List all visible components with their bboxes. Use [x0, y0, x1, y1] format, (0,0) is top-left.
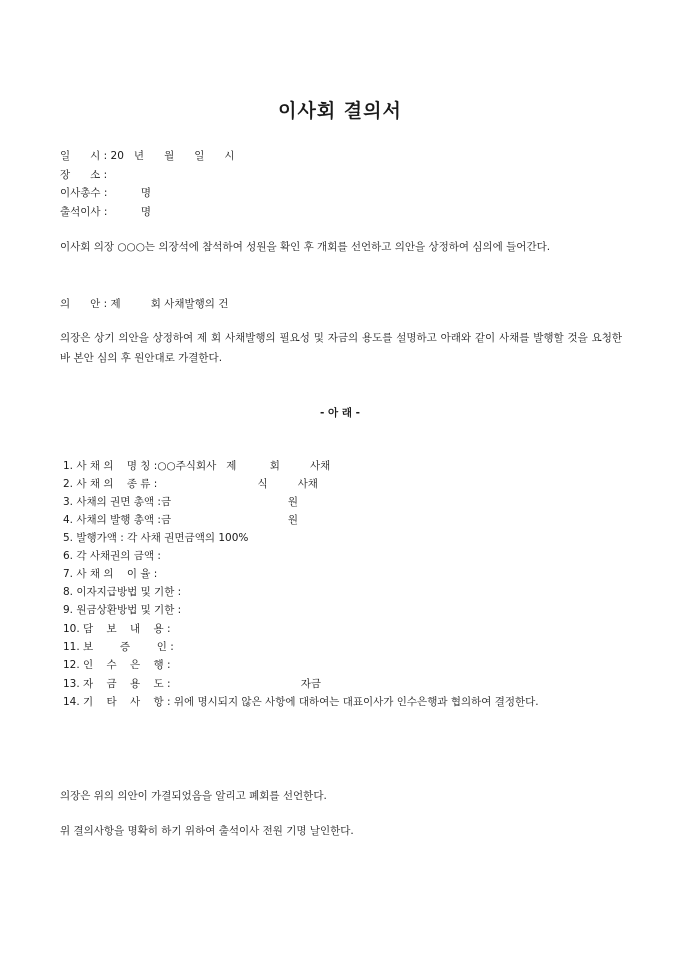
item-label: 담 보 내 용 : [83, 623, 171, 635]
item-number: 4. [63, 514, 74, 526]
item-number: 1. [63, 460, 74, 472]
item-label: 인 수 은 행 : [83, 659, 171, 671]
list-item [63, 585, 181, 599]
list-item [63, 567, 157, 581]
meeting-date: 일 시 : 20 년 월 일 시 [60, 150, 235, 162]
item-number: 10. [63, 623, 80, 635]
item-label: 발행가액 : [76, 532, 124, 544]
item-number: 12. [63, 659, 80, 671]
item-label: 사채의 권면 총액 : [76, 496, 161, 508]
item-value: 금 원 [160, 496, 299, 508]
chair-paragraph: 의장은 상기 의안을 상정하여 제 회 사채발행의 필요성 및 자금의 용도를 설명하고 아래와 같이 사채를 발행할 것을 요청한 바 본안 심의 후 원안대로 가결한다. [60, 332, 622, 364]
list-item [63, 477, 318, 491]
agenda-line: 의 안 : 제 회 사채발행의 건 [60, 298, 229, 310]
list-item [63, 603, 181, 617]
item-number: 7. [63, 568, 74, 580]
item-number: 9. [63, 604, 74, 616]
item-label: 이자지급방법 및 기한 : [76, 586, 182, 598]
item-value: 식 사채 [157, 478, 318, 490]
item-value: 각 사채 권면금액의 100% [127, 532, 249, 544]
item-label: 사채의 발행 총액 : [76, 514, 161, 526]
item-value: 금 원 [160, 514, 299, 526]
item-number: 6. [63, 550, 74, 562]
item-label: 사 채 의 종 류 : [76, 478, 158, 490]
closing-line-1: 의장은 위의 의안이 가결되었음을 알리고 폐회를 선언한다. [60, 790, 327, 802]
director-total: 이사총수 : 명 [60, 187, 151, 199]
list-item [63, 459, 330, 473]
list-item [63, 549, 161, 563]
item-number: 8. [63, 586, 74, 598]
list-item [63, 622, 171, 636]
item-number: 5. [63, 532, 74, 544]
item-label: 자 금 용 도 : [83, 678, 171, 690]
item-label: 원금상환방법 및 기한 : [76, 604, 182, 616]
list-item [63, 531, 248, 545]
item-value: 자금 [170, 678, 322, 690]
director-present: 출석이사 : 명 [60, 206, 151, 218]
list-item [63, 658, 171, 672]
item-number: 3. [63, 496, 74, 508]
item-label: 보 증 인 : [83, 641, 174, 653]
list-item [63, 677, 321, 691]
item-label: 기 타 사 항 : [83, 696, 171, 708]
list-item [63, 513, 298, 527]
item-number: 14. [63, 696, 80, 708]
document-title: 이사회 결의서 [278, 100, 402, 122]
list-item [63, 495, 298, 509]
item-number: 11. [63, 641, 80, 653]
notice-heading: - 아 래 - [320, 407, 360, 419]
list-item [63, 640, 174, 654]
item-label: 사 채 의 명 칭 : [76, 460, 158, 472]
item-value: 위에 명시되지 않은 사항에 대하여는 대표이사가 인수은행과 협의하여 결정한다. [173, 696, 539, 708]
meeting-place: 장 소 : [60, 169, 108, 181]
item-number: 13. [63, 678, 80, 690]
list-item [63, 695, 539, 709]
item-number: 2. [63, 478, 74, 490]
item-value: ○○주식회사 제 회 사채 [157, 460, 331, 472]
opening-paragraph: 이사회 의장 ○○○는 의장석에 참석하여 성원을 확인 후 개회를 선언하고 의안을 상정하여 심의에 들어간다. [60, 241, 551, 253]
closing-line-2: 위 결의사항을 명확히 하기 위하여 출석이사 전원 기명 날인한다. [60, 825, 354, 837]
item-label: 사 채 의 이 율 : [76, 568, 158, 580]
item-label: 각 사채권의 금액 : [76, 550, 161, 562]
